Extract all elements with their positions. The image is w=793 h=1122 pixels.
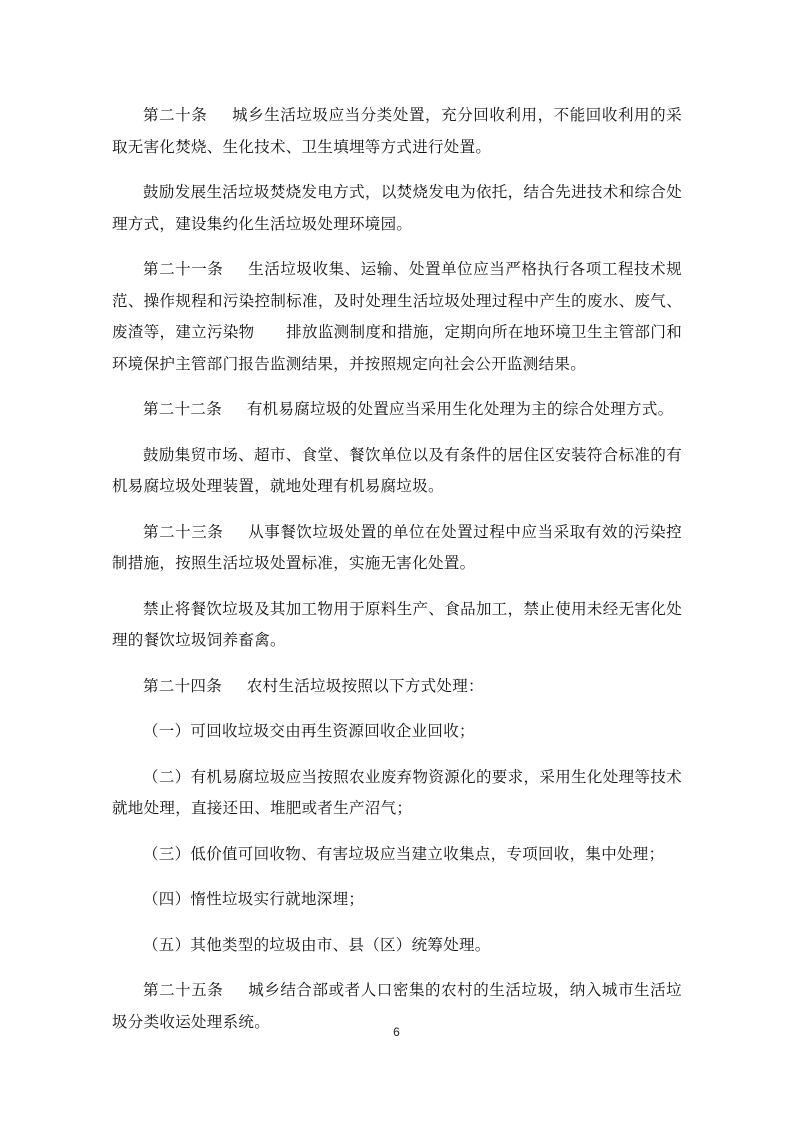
document-page — [112, 100, 682, 1052]
list-item-text: （二）有机易腐垃圾应当按照农业废弃物资源化的要求，采用生化处理等技术就地处理，直接还田、堆肥或者生产沼气； — [112, 767, 682, 817]
list-item-1 — [112, 716, 682, 748]
list-item-4 — [112, 884, 682, 916]
paragraph-article-22-clause-2 — [112, 440, 682, 503]
list-item-3 — [112, 839, 682, 871]
paragraph-article-22 — [112, 394, 682, 426]
paragraph-article-24 — [112, 671, 682, 703]
list-item-text: （一）可回收垃圾交由再生资源回收企业回收； — [143, 722, 475, 740]
article-number: 第二十二条 — [143, 400, 223, 418]
paragraph-article-20-clause-2 — [112, 177, 682, 240]
article-text: 有机易腐垃圾的处置应当采用生化处理为主的综合处理方式。 — [246, 400, 674, 418]
paragraph-article-20 — [112, 100, 682, 163]
list-item-text: （五）其他类型的垃圾由市、县（区）统筹处理。 — [143, 935, 491, 954]
list-item-5 — [112, 930, 682, 962]
article-number: 第二十五条 — [143, 981, 224, 999]
article-text: 生活垃圾收集、运输、处置单位应当严格执行各项工程技术规范、操作规程和污染控制标准，及时处理生活垃圾处理过程中产生的废水、废气、废渣等，建立污染物 排放监测制度和措施，定期向所在地环境卫生主管部门和环境保护主管部门报告监测结果，并按照规定向社会公开监测结果。 — [112, 260, 682, 373]
list-item-text: （三）低价值可回收物、有害垃圾应当建立收集点，专项回收，集中处理； — [143, 844, 665, 863]
article-text: 城乡结合部或者人口密集的农村的生活垃圾，纳入城市生活垃圾分类收运处理系统。 — [112, 981, 682, 1031]
page-number: 6 — [393, 1025, 400, 1039]
article-number: 第二十四条 — [143, 676, 223, 695]
article-number: 第二十条 — [143, 106, 208, 124]
paragraph-article-21 — [112, 254, 682, 380]
article-text: 从事餐饮垃圾处置的单位在处置过程中应当采取有效的污染控制措施，按照生活垃圾处置标准，实施无害化处置。 — [112, 522, 682, 572]
list-item-2 — [112, 762, 682, 825]
paragraph-text: 鼓励发展生活垃圾焚烧发电方式，以焚烧发电为依托，结合先进技术和综合处理方式，建设集约化生活垃圾处理环境园。 — [112, 183, 682, 233]
article-number: 第二十三条 — [143, 522, 224, 541]
paragraph-text: 鼓励集贸市场、超市、食堂、餐饮单位以及有条件的居住区安装符合标准的有机易腐垃圾处理装置，就地处理有机易腐垃圾。 — [112, 445, 682, 495]
paragraph-text: 禁止将餐饮垃圾及其加工物用于原料生产、食品加工，禁止使用未经无害化处理的餐饮垃圾饲养畜禽。 — [112, 599, 682, 649]
paragraph-article-23 — [112, 517, 682, 580]
paragraph-article-23-clause-2 — [112, 594, 682, 657]
article-text: 农村生活垃圾按照以下方式处理： — [246, 676, 484, 695]
article-text: 城乡生活垃圾应当分类处置，充分回收利用，不能回收利用的采取无害化焚烧、生化技术、卫生填埋等方式进行处置。 — [112, 106, 682, 156]
list-item-text: （四）惰性垃圾实行就地深埋； — [143, 890, 365, 908]
article-number: 第二十一条 — [143, 260, 224, 278]
